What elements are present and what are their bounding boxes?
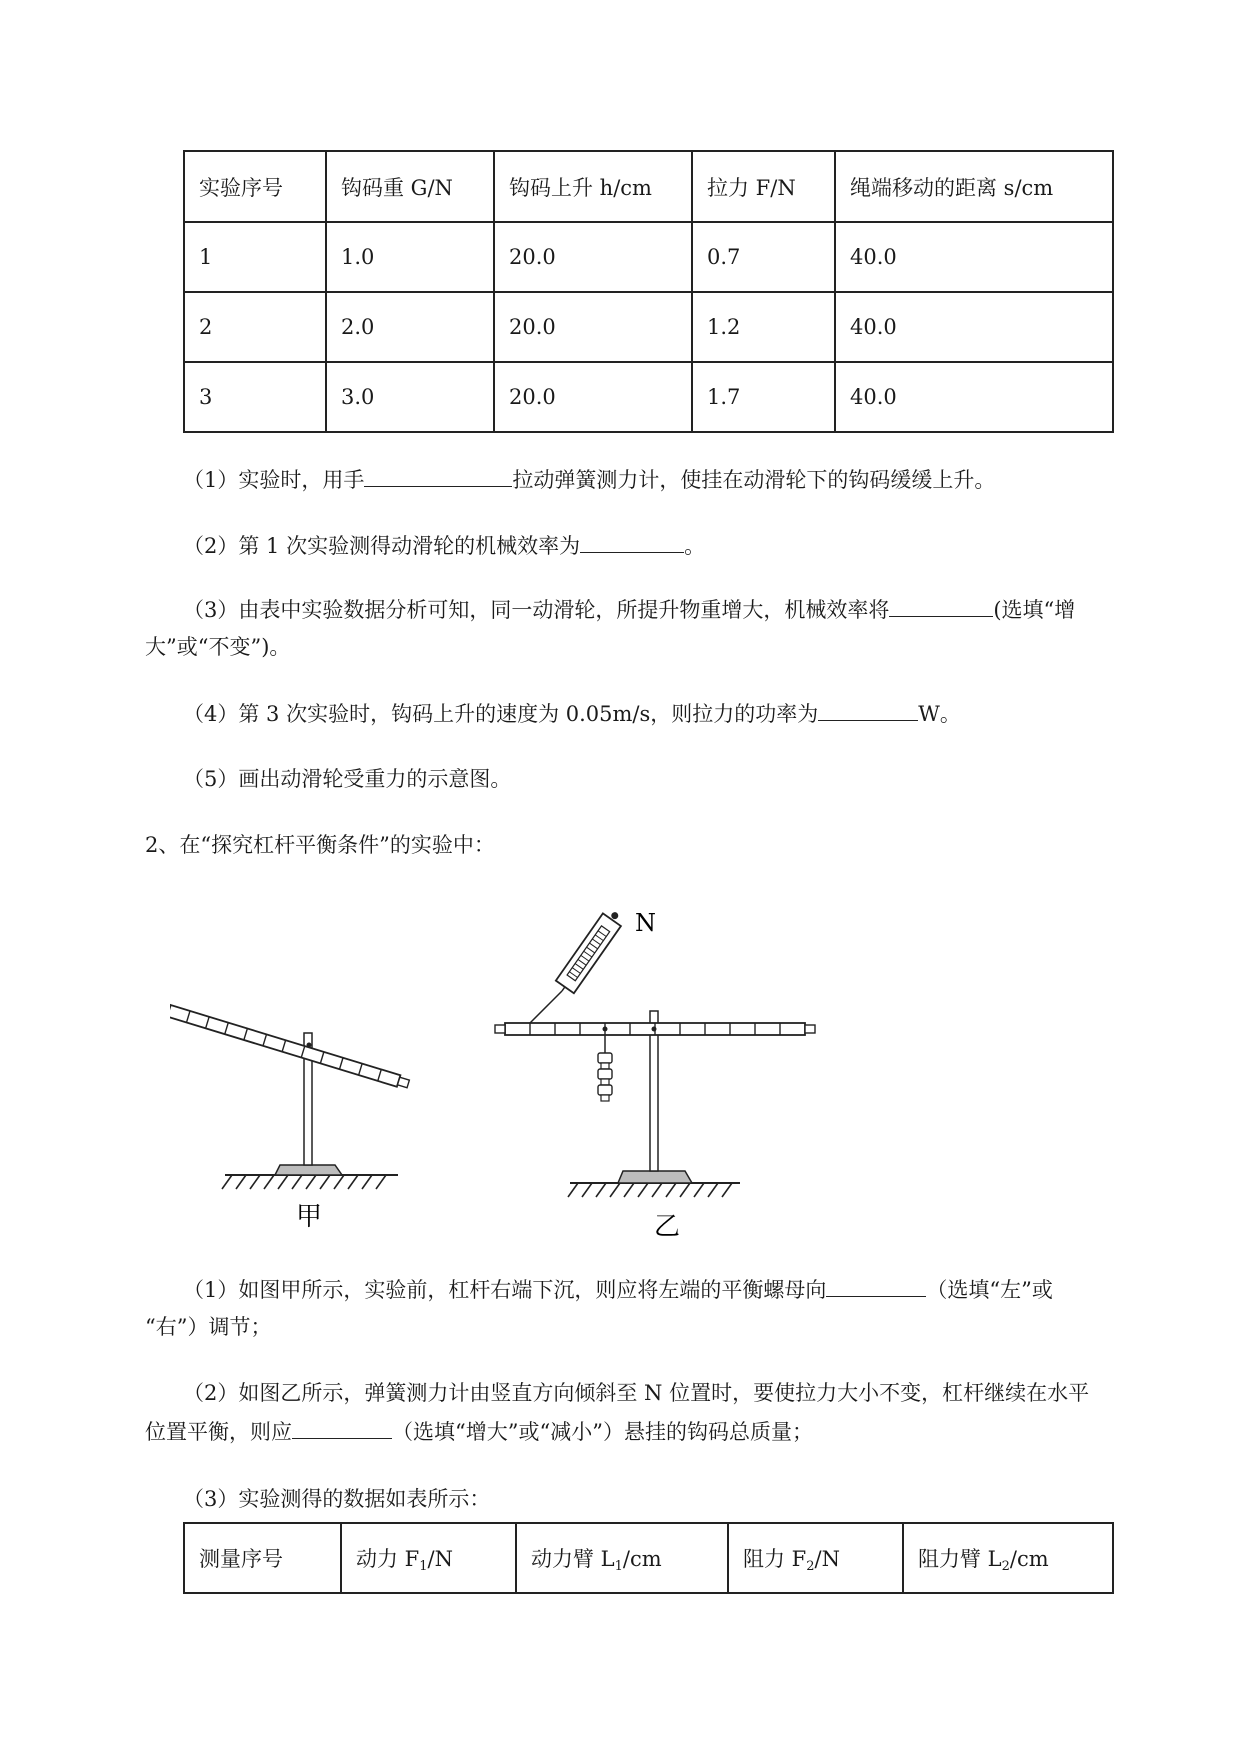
table-header-cell: 实验序号	[184, 151, 326, 222]
experiment-table-pulley	[183, 150, 1114, 433]
lever-figure-right	[495, 906, 815, 1240]
balance-nut	[397, 1077, 409, 1088]
table-cell: 1.0	[326, 222, 494, 292]
balance-nut	[805, 1025, 815, 1033]
caption-right: 乙	[654, 1212, 681, 1240]
table-header-row	[184, 1523, 1113, 1593]
table-cell: 40.0	[835, 292, 1113, 362]
table-row	[184, 292, 1113, 362]
label-n: N	[635, 909, 656, 937]
header-subscript: 1	[614, 1559, 623, 1574]
header-text: 阻力臂 L	[918, 1547, 1002, 1571]
table-header-cell	[184, 1523, 341, 1593]
q1-part2	[183, 528, 705, 563]
header-unit: /N	[427, 1547, 453, 1571]
table-header-cell: 绳端移动的距离 s/cm	[835, 151, 1113, 222]
q1-part4-text-end: W。	[918, 702, 961, 726]
q2-part1-text-end: （选填“左”或	[926, 1278, 1053, 1302]
q1-part2-text: （2）第 1 次实验测得动滑轮的机械效率为	[183, 534, 581, 558]
table-header-cell: 钩码重 G/N	[326, 151, 494, 222]
q1-part3-text: （3）由表中实验数据分析可知，同一动滑轮，所提升物重增大，机械效率将	[183, 598, 890, 622]
table-header-cell	[341, 1523, 516, 1593]
stand-base	[275, 1165, 342, 1175]
spring-scale	[553, 906, 626, 997]
q2-part1-continued: “右”）调节；	[145, 1315, 272, 1339]
lever-figure	[170, 885, 880, 1240]
ground-hatch	[222, 1175, 386, 1189]
header-subscript: 1	[419, 1559, 428, 1574]
table-header-cell: 拉力 F/N	[692, 151, 835, 222]
table-cell: 40.0	[835, 222, 1113, 292]
q2-part2-continued	[145, 1414, 813, 1449]
q1-part3-continued: 大”或“不变”)。	[145, 635, 291, 659]
header-unit: /cm	[1009, 1547, 1049, 1571]
table-cell: 20.0	[494, 222, 692, 292]
balance-nut	[495, 1025, 505, 1033]
header-unit: /cm	[622, 1547, 662, 1571]
header-unit: /N	[814, 1547, 840, 1571]
table-cell: 3.0	[326, 362, 494, 432]
q2-part1-text: （1）如图甲所示，实验前，杠杆右端下沉，则应将左端的平衡螺母向	[183, 1278, 827, 1302]
table-cell: 1	[184, 222, 326, 292]
table-header-cell	[903, 1523, 1113, 1593]
stand-base	[618, 1171, 692, 1183]
answer-blank[interactable]	[292, 1414, 392, 1439]
hanging-weights	[598, 1027, 612, 1102]
q1-part1-text-end: 拉动弹簧测力计，使挂在动滑轮下的钩码缓缓上升。	[512, 468, 996, 492]
ground-hatch	[568, 1183, 732, 1197]
table-cell: 2	[184, 292, 326, 362]
table-header-cell	[516, 1523, 728, 1593]
table-cell: 0.7	[692, 222, 835, 292]
table-header-cell: 钩码上升 h/cm	[494, 151, 692, 222]
answer-blank[interactable]	[364, 462, 512, 487]
table-header-cell	[728, 1523, 903, 1593]
caption-left: 甲	[296, 1202, 323, 1232]
header-text: 测量序号	[199, 1547, 283, 1571]
spring-scale-string	[530, 991, 562, 1023]
q1-part1-text: （1）实验时，用手	[183, 468, 365, 492]
pivot-point	[652, 1027, 657, 1032]
answer-blank[interactable]	[826, 1272, 926, 1297]
answer-blank[interactable]	[580, 528, 684, 553]
table-cell: 3	[184, 362, 326, 432]
q1-part4-text: （4）第 3 次实验时，钩码上升的速度为 0.05m/s，则拉力的功率为	[183, 702, 819, 726]
q2-intro: 2、在“探究杠杆平衡条件”的实验中：	[145, 833, 495, 857]
table-cell: 1.7	[692, 362, 835, 432]
q1-part5: （5）画出动滑轮受重力的示意图。	[183, 767, 512, 791]
header-subscript: 2	[1001, 1559, 1010, 1574]
experiment-table-lever	[183, 1522, 1114, 1594]
q2-part3: （3）实验测得的数据如表所示：	[183, 1487, 491, 1511]
header-text: 动力臂 L	[531, 1547, 615, 1571]
table-cell: 2.0	[326, 292, 494, 362]
table-cell: 1.2	[692, 292, 835, 362]
q1-part4	[183, 696, 961, 731]
q1-part3	[183, 592, 1075, 627]
q2-part2-text: 位置平衡，则应	[145, 1420, 292, 1444]
q1-part2-text-end: 。	[684, 534, 706, 558]
answer-blank[interactable]	[889, 592, 993, 617]
pivot-point	[307, 1043, 312, 1048]
table-row	[184, 222, 1113, 292]
answer-blank[interactable]	[818, 696, 918, 721]
table-cell: 20.0	[494, 362, 692, 432]
header-text: 阻力 F	[743, 1547, 807, 1571]
q1-part3-text-end: (选填“增	[993, 598, 1076, 622]
q2-part1	[183, 1272, 1053, 1307]
lever-figure-left	[170, 996, 410, 1232]
q2-part2: （2）如图乙所示，弹簧测力计由竖直方向倾斜至 N 位置时，要使拉力大小不变，杠杆继续在水平	[183, 1381, 1090, 1405]
header-text: 动力 F	[356, 1547, 420, 1571]
table-row	[184, 362, 1113, 432]
table-header-row	[184, 151, 1113, 222]
table-cell: 40.0	[835, 362, 1113, 432]
q2-part2-text-end: （选填“增大”或“减小”）悬挂的钩码总质量；	[392, 1420, 813, 1444]
q1-part1	[183, 462, 995, 497]
header-subscript: 2	[806, 1559, 815, 1574]
table-cell: 20.0	[494, 292, 692, 362]
